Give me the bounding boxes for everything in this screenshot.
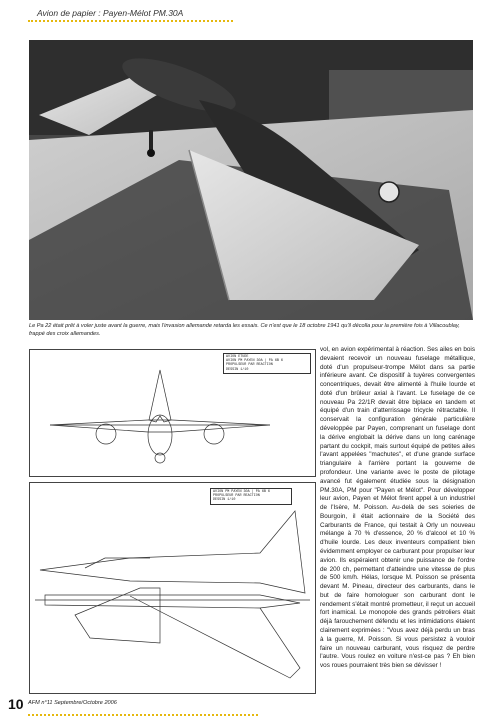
- drawing-title-plate-top: AVION ETUDE AVION PM PAYEN 30A | PA 6B 6 PROPULSEUR PAR REACTION DESSIN 1/10: [223, 353, 311, 374]
- three-view-drawing-bottom: [29, 482, 316, 694]
- photo-caption: Le Pa 22 était prêt à voler juste avant la guerre, mais l'invasion allemande retarda les essais. Ce n'est que le 18 octobre 1941 qu'il décolla pour la première fois à Villacoublay, frappé des croix allemandes.: [29, 323, 460, 338]
- three-view-drawing-top: [29, 349, 316, 477]
- header-dotted-rule: [28, 20, 233, 22]
- footer-dotted-rule: [28, 714, 258, 716]
- page-number: 10: [8, 696, 24, 712]
- article-text: vol, en avion expérimental à réaction. Ses ailes en bois devaient recevoir un nouveau fuselage métallique, doté d'un propulseur-trompe Mélot dans sa partie inférieure avant. Ce dispositif à tuyères convergentes concentriques, devait être alimenté à l'huile lourde et doté d'un brûleur axial à l'avant. Le fuselage de ce nouveau Pa 22/1R devait être biplace en tandem et équipé d'un train d'atterrissage tricycle rétractable. Il conservait la configuration générale particulière développée par Payen, comprenant un fuselage dont la dérive englobait la dérive dans un long carénage partant du cockpit, mais surtout équipé de petites ailes l'avant appelées "machutes", et d'une grande surface triangulaire à l'arrière portant la gouverne de profondeur. Une variante avec le poste de pilotage avancé fut également étudiée sous la désignation PM.30A, PM pour "Payen et Mélot". Pour développer leur avion, Payen et Mélot firent appel à un industriel de l'Isère, M. Poisson. Au-delà de ses soieries de Bourgoin, il était actionnaire de la Société des Carburants de France, qui testait à Orly un nouveau mélange à 70 % d'essence, 20 % d'alcool et 10 % d'huile lourde. Les deux inventeurs compatient bien évidemment employer ce carburant pour propulser leur avion. Ils espéraient obtenir une puissance de l'ordre de 200 ch, permettant d'atteindre une vitesse de plus de 500 km/h. Hélas, lorsque M. Poisson se présenta devant M. Pineau, directeur des carburants, dans le but de faire homologuer son carburant dont le rendement s'était montré prometteur, il reçut un accueil fort inamical. Le monopole des grands pétroliers était déjà farouchement défendu et les intimidations étaient clairement exprimées : "Vous avez déjà perdu un bras à la guerre, M. Poisson. Si vous persistez à vouloir faire un nouveau carburant, vous risquez de perdre l'autre. Vous roulez en voiture n'est-ce pas ? Eh bien vos roues pourraient très bien se dévisser !: [320, 346, 475, 670]
- header-title: Avion de papier : Payen-Mélot PM.30A: [37, 8, 184, 18]
- drawing-title-plate-bottom: AVION PM PAYEN 30A | PA 6B 6 PROPULSEUR PAR REACTION DESSIN 1/10: [210, 488, 292, 505]
- article-body: [320, 346, 475, 671]
- publication-footer: AFM n°11 Septembre/Octobre 2006: [28, 700, 117, 706]
- aircraft-photo: [29, 40, 473, 320]
